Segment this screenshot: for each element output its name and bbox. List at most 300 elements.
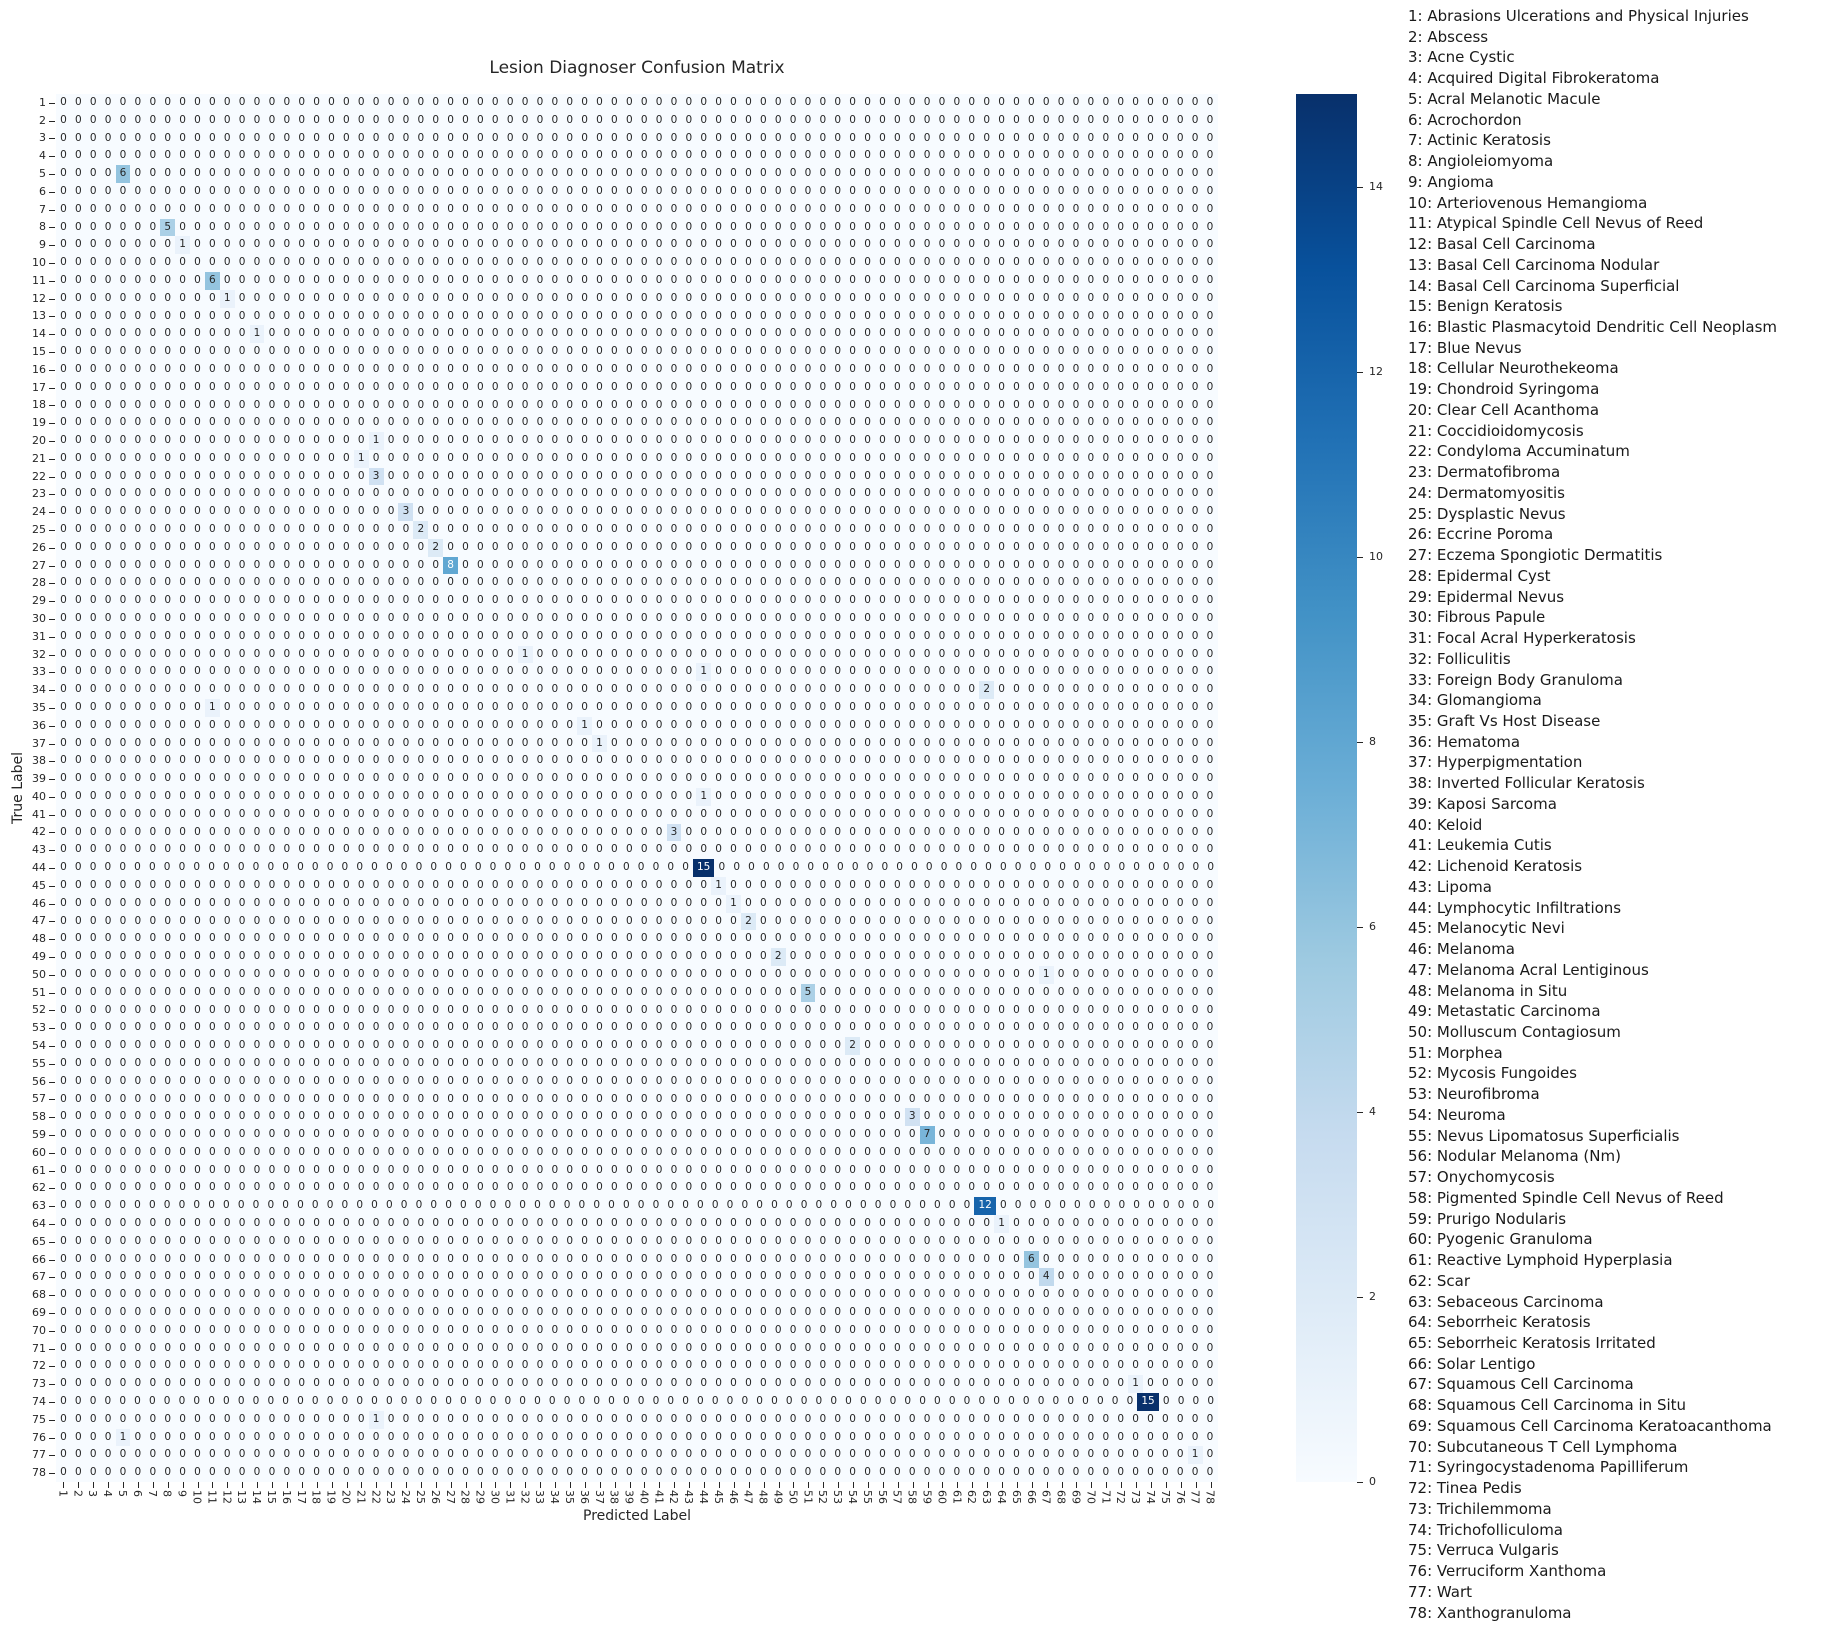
matrix-cell: 0: [953, 131, 961, 144]
matrix-row: [56, 788, 1218, 806]
matrix-cell: 0: [983, 1074, 990, 1087]
matrix-cell: 0: [462, 505, 469, 518]
matrix-cell: 0: [477, 202, 484, 215]
matrix-cell: 0: [387, 1056, 395, 1069]
matrix-cell: 0: [819, 629, 827, 642]
matrix-cell: 0: [745, 878, 752, 891]
matrix-cell: 0: [1117, 1145, 1125, 1158]
matrix-cell: 0: [1057, 131, 1065, 144]
matrix-cell: 0: [551, 149, 559, 162]
matrix-cell: 0: [372, 451, 380, 464]
matrix-cell: 0: [1042, 380, 1050, 393]
matrix-cell: 0: [640, 914, 648, 927]
matrix-cell: 0: [670, 416, 678, 429]
matrix-cell: 0: [1087, 273, 1095, 286]
matrix-cell: 0: [267, 1199, 275, 1212]
matrix-cell: 0: [774, 558, 782, 571]
matrix-cell: 0: [209, 398, 216, 411]
matrix-cell: 0: [536, 505, 544, 518]
matrix-cell: 0: [238, 113, 246, 126]
matrix-cell: 0: [372, 647, 380, 660]
matrix-cell: 0: [864, 1145, 871, 1158]
matrix-cell: 0: [670, 1145, 678, 1158]
matrix-cell: 0: [1191, 807, 1199, 820]
matrix-cell: 0: [685, 967, 693, 980]
matrix-cell: 0: [268, 1092, 276, 1105]
matrix-cell: 0: [1191, 416, 1199, 429]
matrix-cell: 0: [685, 1003, 693, 1016]
matrix-cell: 0: [134, 985, 142, 998]
matrix-cell: 0: [149, 754, 157, 767]
matrix-cell: 0: [298, 309, 306, 322]
matrix-cell: 0: [759, 131, 767, 144]
matrix-cell: 0: [879, 167, 886, 180]
matrix-cell: 0: [491, 149, 499, 162]
matrix-cell: 0: [1162, 1128, 1169, 1141]
matrix-cell: 0: [998, 380, 1005, 393]
matrix-cell: 0: [700, 149, 708, 162]
matrix-cell: 0: [432, 327, 440, 340]
matrix-cell: 0: [834, 416, 842, 429]
matrix-cell: 0: [968, 576, 976, 589]
matrix-cell: 0: [477, 1110, 484, 1123]
matrix-cell: 0: [819, 1074, 827, 1087]
matrix-cell: 0: [447, 1163, 454, 1176]
matrix-cell: 0: [134, 932, 142, 945]
matrix-cell: 0: [596, 1003, 603, 1016]
matrix-cell: 0: [730, 362, 737, 375]
matrix-cell: 0: [149, 629, 157, 642]
matrix-cell: 0: [387, 1021, 395, 1034]
matrix-cell: 0: [893, 594, 901, 607]
matrix-cell: 0: [179, 825, 186, 838]
matrix-cell: 0: [893, 149, 901, 162]
matrix-cell: 0: [89, 1217, 97, 1230]
matrix-cell: 0: [149, 1039, 157, 1052]
matrix-cell: 0: [1147, 113, 1154, 126]
matrix-cell: 0: [1176, 843, 1184, 856]
matrix-cell: 0: [655, 718, 663, 731]
matrix-cell: 0: [685, 238, 693, 251]
matrix-cell: 0: [343, 629, 350, 642]
matrix-row: [56, 859, 1218, 877]
matrix-cell: 0: [343, 914, 350, 927]
matrix-cell: 0: [491, 167, 499, 180]
matrix-cell: 0: [938, 825, 946, 838]
matrix-cell: 0: [462, 309, 469, 322]
matrix-cell: 0: [238, 487, 246, 500]
matrix-cell: 0: [223, 1003, 231, 1016]
matrix-cell: 0: [685, 309, 693, 322]
matrix-cell: 0: [1072, 718, 1080, 731]
matrix-cell: 0: [283, 1003, 291, 1016]
matrix-cell: 0: [968, 469, 976, 482]
matrix-cell: 0: [1206, 149, 1214, 162]
matrix-cell: 0: [759, 683, 767, 696]
matrix-cell: 0: [328, 1056, 335, 1069]
matrix-cell: 0: [1057, 416, 1065, 429]
matrix-cell: 0: [402, 1110, 410, 1123]
matrix-cell: 0: [74, 665, 82, 678]
matrix-cell: 8: [443, 557, 458, 575]
matrix-cell: 0: [237, 861, 245, 874]
matrix-row: [56, 1162, 1218, 1180]
matrix-cell: 0: [343, 220, 350, 233]
matrix-cell: 0: [89, 202, 97, 215]
matrix-cell: 0: [209, 967, 216, 980]
matrix-cell: 0: [253, 96, 261, 108]
matrix-cell: 0: [402, 825, 410, 838]
matrix-cell: 0: [74, 1110, 82, 1123]
matrix-cell: 0: [536, 1181, 544, 1194]
matrix-cell: 0: [849, 1145, 856, 1158]
matrix-row: [56, 379, 1218, 397]
matrix-cell: 0: [194, 878, 201, 891]
matrix-cell: 0: [357, 807, 365, 820]
matrix-cell: 0: [1162, 434, 1169, 447]
matrix-cell: 0: [238, 790, 246, 802]
matrix-cell: 0: [1132, 683, 1139, 696]
matrix-cell: 0: [194, 291, 201, 304]
matrix-cell: 0: [685, 1056, 693, 1069]
matrix-cell: 0: [879, 1163, 886, 1176]
matrix-cell: 0: [968, 131, 976, 144]
matrix-cell: 0: [804, 220, 812, 233]
matrix-cell: 0: [745, 594, 752, 607]
matrix-cell: 0: [1117, 1110, 1125, 1123]
matrix-cell: 0: [625, 736, 633, 749]
matrix-cell: 0: [402, 523, 410, 536]
matrix-cell: 0: [968, 149, 976, 162]
matrix-cell: 0: [983, 665, 990, 678]
matrix-cell: 0: [74, 113, 82, 126]
matrix-cell: 0: [387, 683, 395, 696]
matrix-cell: 0: [968, 914, 976, 927]
matrix-cell: 0: [652, 861, 660, 874]
matrix-cell: 0: [209, 96, 216, 108]
matrix-cell: 0: [1027, 487, 1035, 500]
matrix-cell: 0: [983, 612, 990, 625]
matrix-cell: 0: [343, 451, 350, 464]
matrix-cell: 0: [447, 327, 454, 340]
matrix-cell: 2: [845, 1037, 860, 1055]
matrix-cell: 0: [179, 327, 186, 340]
matrix-cell: 0: [1117, 718, 1125, 731]
matrix-cell: 0: [998, 184, 1005, 197]
matrix-cell: 0: [685, 718, 693, 731]
matrix-cell: 0: [834, 701, 842, 714]
matrix-cell: 0: [432, 113, 440, 126]
matrix-cell: 0: [611, 896, 618, 909]
matrix-cell: 0: [953, 807, 961, 820]
matrix-cell: 0: [477, 718, 484, 731]
matrix-cell: 0: [730, 807, 737, 820]
matrix-cell: 0: [670, 807, 678, 820]
matrix-cell: 0: [923, 950, 931, 963]
matrix-cell: 0: [730, 1003, 737, 1016]
matrix-cell: 0: [119, 754, 127, 767]
matrix-cell: 0: [968, 558, 976, 571]
matrix-cell: 0: [119, 736, 127, 749]
matrix-cell: 0: [149, 843, 157, 856]
matrix-cell: 0: [462, 273, 469, 286]
matrix-cell: 0: [685, 220, 693, 233]
matrix-cell: 0: [670, 594, 678, 607]
matrix-cell: 0: [893, 932, 901, 945]
matrix-cell: 0: [968, 1092, 976, 1105]
matrix-cell: 0: [536, 558, 544, 571]
matrix-cell: 0: [968, 736, 976, 749]
matrix-cell: 0: [938, 914, 946, 927]
matrix-cell: 0: [819, 487, 827, 500]
matrix-cell: 0: [417, 362, 425, 375]
matrix-cell: 0: [596, 967, 603, 980]
matrix-cell: 0: [74, 932, 82, 945]
matrix-cell: 0: [938, 1128, 946, 1141]
matrix-cell: 0: [149, 967, 157, 980]
matrix-cell: 0: [536, 309, 544, 322]
matrix-cell: 0: [938, 131, 946, 144]
matrix-cell: 0: [923, 896, 931, 909]
matrix-cell: 0: [849, 202, 856, 215]
matrix-cell: 0: [581, 469, 588, 482]
matrix-cell: 0: [804, 273, 812, 286]
matrix-cell: 0: [536, 914, 544, 927]
matrix-cell: 0: [519, 1199, 526, 1212]
matrix-cell: 0: [104, 1092, 112, 1105]
matrix-cell: 0: [253, 576, 261, 589]
matrix-cell: 0: [417, 1039, 425, 1052]
matrix-cell: 0: [859, 1199, 867, 1212]
matrix-cell: 0: [1206, 790, 1214, 802]
matrix-cell: 0: [745, 1163, 752, 1176]
matrix-cell: 0: [194, 1092, 201, 1105]
matrix-cell: 0: [1207, 861, 1214, 874]
matrix-cell: 0: [164, 683, 172, 696]
matrix-cell: 0: [432, 718, 440, 731]
matrix-cell: 0: [908, 523, 916, 536]
matrix-cell: 0: [1072, 594, 1080, 607]
matrix-cell: 0: [655, 273, 663, 286]
matrix-cell: 0: [238, 1145, 246, 1158]
matrix-cell: 0: [387, 291, 395, 304]
matrix-cell: 0: [372, 131, 380, 144]
matrix-cell: 0: [596, 683, 603, 696]
matrix-cell: 0: [685, 950, 693, 963]
matrix-cell: 0: [819, 327, 827, 340]
matrix-cell: 0: [819, 469, 827, 482]
matrix-cell: 0: [149, 113, 157, 126]
matrix-cell: 0: [1087, 505, 1095, 518]
matrix-cell: 0: [1206, 1128, 1214, 1141]
matrix-cell: 0: [119, 843, 127, 856]
matrix-cell: 0: [1013, 1110, 1020, 1123]
matrix-cell: 0: [596, 612, 603, 625]
matrix-cell: 0: [1057, 380, 1065, 393]
matrix-cell: 0: [968, 1181, 976, 1194]
matrix-cell: 0: [1027, 380, 1035, 393]
matrix-cell: 0: [819, 309, 827, 322]
matrix-cell: 0: [849, 736, 856, 749]
matrix-cell: 0: [1087, 843, 1095, 856]
matrix-cell: 0: [313, 1092, 320, 1105]
matrix-cell: 0: [179, 932, 186, 945]
matrix-cell: 0: [372, 1021, 380, 1034]
matrix-cell: 0: [625, 1163, 633, 1176]
matrix-cell: 0: [774, 505, 782, 518]
matrix-cell: 0: [1057, 487, 1065, 500]
matrix-cell: 0: [357, 1056, 365, 1069]
matrix-cell: 0: [194, 451, 201, 464]
matrix-cell: 0: [74, 184, 82, 197]
matrix-cell: 0: [596, 220, 603, 233]
matrix-cell: 0: [968, 594, 976, 607]
matrix-cell: 0: [1027, 825, 1035, 838]
matrix-cell: 0: [923, 683, 931, 696]
matrix-cell: 0: [864, 1181, 871, 1194]
matrix-cell: 0: [819, 1163, 827, 1176]
matrix-cell: 0: [521, 1128, 529, 1141]
matrix-cell: 0: [1191, 558, 1199, 571]
matrix-cell: 0: [1147, 469, 1154, 482]
matrix-cell: 0: [1162, 398, 1169, 411]
matrix-cell: 0: [625, 878, 633, 891]
matrix-cell: 0: [521, 505, 529, 518]
matrix-cell: 0: [238, 291, 246, 304]
matrix-cell: 0: [402, 380, 410, 393]
matrix-cell: 0: [1147, 1145, 1154, 1158]
matrix-cell: 0: [164, 469, 172, 482]
matrix-cell: 0: [730, 1110, 737, 1123]
matrix-cell: 0: [789, 807, 797, 820]
matrix-cell: 0: [1147, 523, 1154, 536]
matrix-cell: 0: [864, 790, 871, 802]
matrix-cell: 0: [1087, 327, 1095, 340]
matrix-cell: 0: [730, 932, 737, 945]
matrix-row: [56, 1019, 1218, 1037]
matrix-cell: 0: [536, 380, 544, 393]
matrix-cell: 0: [849, 256, 856, 269]
matrix-cell: 0: [1147, 273, 1154, 286]
matrix-cell: 0: [328, 950, 335, 963]
matrix-cell: 0: [283, 220, 291, 233]
matrix-cell: 0: [372, 220, 380, 233]
matrix-cell: 0: [402, 113, 410, 126]
matrix-cell: 0: [1176, 1181, 1184, 1194]
matrix-cell: 0: [864, 327, 871, 340]
matrix-cell: 0: [104, 523, 112, 536]
matrix-cell: 0: [194, 594, 201, 607]
matrix-cell: 0: [879, 220, 886, 233]
matrix-cell: 0: [462, 451, 469, 464]
matrix-cell: 0: [998, 1163, 1005, 1176]
matrix-cell: 0: [1027, 273, 1035, 286]
matrix-cell: 0: [715, 558, 722, 571]
matrix-cell: 0: [298, 273, 306, 286]
matrix-cell: 0: [864, 1128, 871, 1141]
matrix-cell: 0: [983, 985, 990, 998]
matrix-cell: 0: [1042, 273, 1050, 286]
matrix-cell: 0: [715, 896, 722, 909]
matrix-cell: 0: [506, 256, 514, 269]
matrix-cell: 0: [328, 1145, 335, 1158]
matrix-cell: 0: [1206, 950, 1214, 963]
matrix-cell: 0: [596, 434, 603, 447]
matrix-cell: 0: [400, 861, 408, 874]
matrix-cell: 0: [1042, 594, 1050, 607]
matrix-cell: 0: [745, 1056, 752, 1069]
matrix-cell: 0: [1117, 1056, 1125, 1069]
matrix-cell: 0: [1087, 576, 1095, 589]
matrix-cell: 0: [715, 256, 722, 269]
matrix-cell: 0: [670, 914, 678, 927]
matrix-cell: 0: [1176, 754, 1184, 767]
matrix-cell: 0: [328, 736, 335, 749]
matrix-cell: 0: [819, 131, 827, 144]
matrix-cell: 0: [640, 1163, 648, 1176]
matrix-cell: 0: [998, 1056, 1005, 1069]
matrix-cell: 0: [1162, 1181, 1169, 1194]
matrix-cell: 0: [596, 1110, 603, 1123]
matrix-cell: 0: [834, 487, 842, 500]
matrix-cell: 0: [908, 1181, 916, 1194]
matrix-cell: 0: [119, 487, 127, 500]
matrix-cell: 0: [730, 256, 737, 269]
matrix-cell: 0: [1206, 362, 1214, 375]
matrix-cell: 0: [1027, 878, 1035, 891]
matrix-cell: 0: [1162, 772, 1169, 785]
matrix-cell: 0: [759, 1056, 767, 1069]
matrix-cell: 0: [1072, 683, 1080, 696]
matrix-cell: 0: [209, 523, 216, 536]
matrix-cell: 0: [491, 576, 499, 589]
matrix-cell: 0: [372, 629, 380, 642]
matrix-cell: 0: [1102, 469, 1110, 482]
matrix-cell: 0: [477, 1163, 484, 1176]
matrix-cell: 0: [313, 416, 320, 429]
matrix-cell: 0: [313, 1163, 320, 1176]
matrix-cell: 0: [923, 184, 931, 197]
matrix-cell: 0: [774, 896, 782, 909]
matrix-cell: 0: [640, 594, 648, 607]
matrix-cell: 0: [566, 558, 574, 571]
matrix-cell: 0: [983, 950, 990, 963]
matrix-cell: 0: [938, 950, 946, 963]
matrix-cell: 0: [819, 612, 827, 625]
matrix-cell: 0: [849, 1181, 856, 1194]
matrix-cell: 0: [1191, 505, 1199, 518]
matrix-cell: 0: [804, 896, 812, 909]
matrix-cell: 0: [298, 487, 306, 500]
matrix-cell: 0: [164, 540, 172, 553]
matrix-cell: 0: [447, 594, 454, 607]
matrix-cell: 0: [953, 1021, 961, 1034]
matrix-cell: 0: [536, 807, 544, 820]
matrix-cell: 0: [1072, 807, 1080, 820]
matrix-cell: 0: [134, 273, 142, 286]
matrix-cell: 0: [89, 896, 97, 909]
matrix-cell: 0: [864, 825, 871, 838]
matrix-cell: 0: [313, 131, 320, 144]
matrix-cell: 0: [685, 1039, 693, 1052]
matrix-cell: 0: [1162, 523, 1169, 536]
matrix-cell: 0: [789, 505, 797, 518]
matrix-cell: 0: [194, 701, 201, 714]
matrix-cell: 0: [343, 1074, 350, 1087]
matrix-cell: 0: [119, 878, 127, 891]
matrix-cell: 0: [1206, 1003, 1214, 1016]
matrix-cell: 0: [506, 380, 514, 393]
